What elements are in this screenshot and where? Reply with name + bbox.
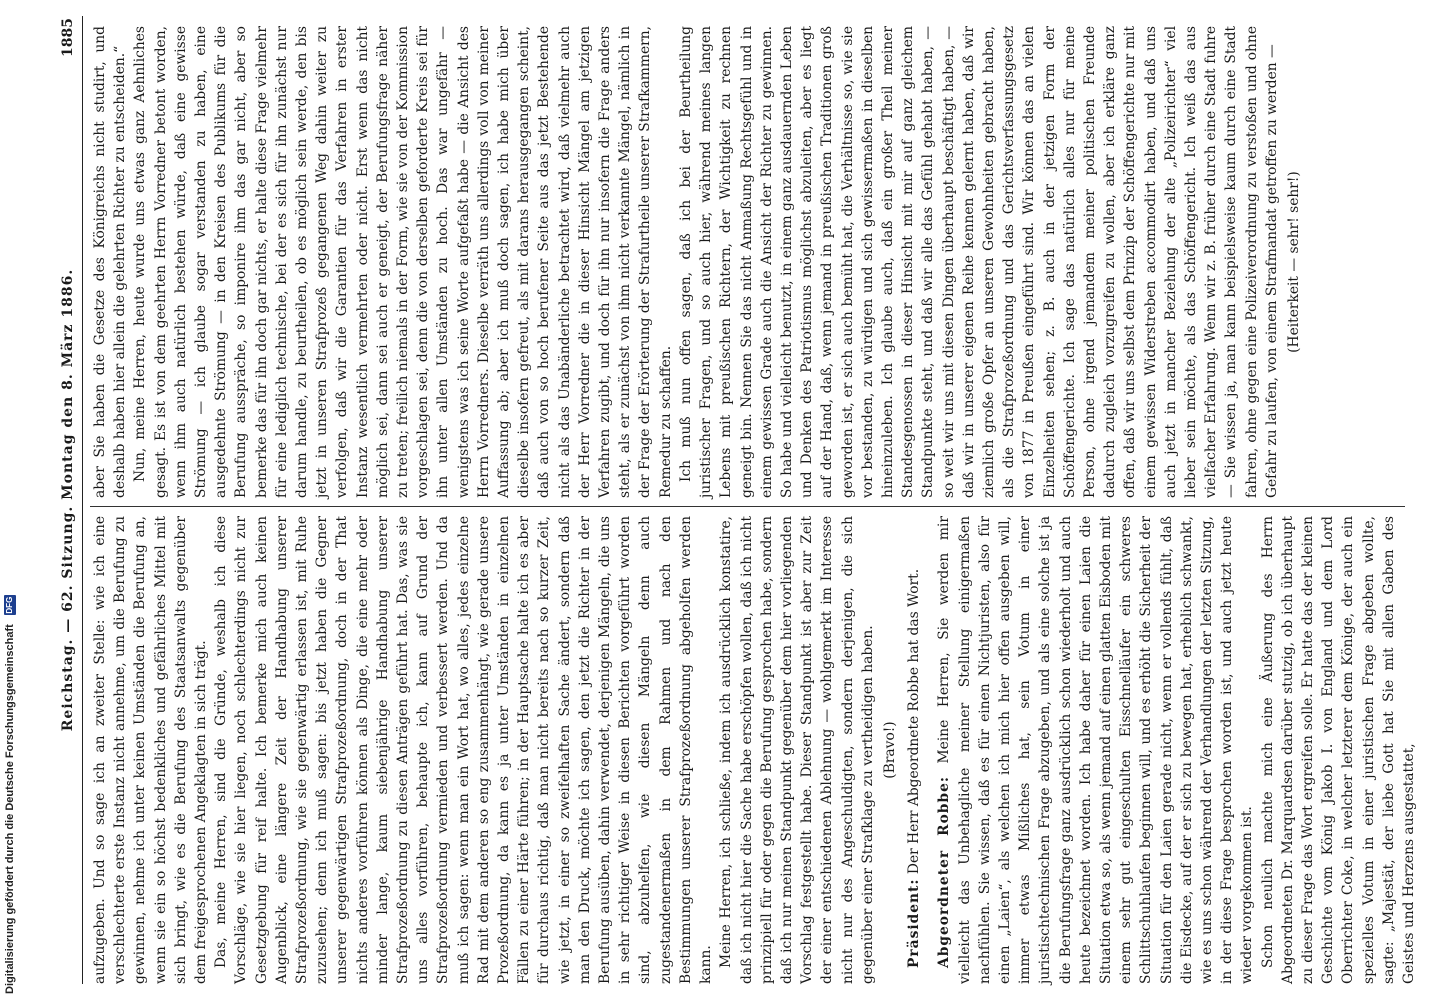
president-statement [904,516,924,984]
right-column [90,26,1405,498]
print-area [60,16,1417,984]
speaker-label: Abgeordneter Robbe: [936,776,953,968]
page-number: 1885 [60,18,76,57]
paragraph: aber Sie haben die Gesetze des Königreichs nicht studirt, und deshalb haben hier allein die gelehrten Richter zu entscheiden.“ [92,26,129,498]
running-head [60,16,82,984]
header-rule [82,16,83,984]
credit-text: Digitalisierung gefördert durch die Deutsche Forschungsgemeinschaft [4,624,16,994]
speech-opening [934,516,1257,984]
president-text: Der Herr Abgeordnete Robbe hat das Wort. [906,568,923,875]
spacer [924,516,934,984]
speaker-label: Präsident: [906,878,923,968]
paragraph: Das, meine Herren, sind die Gründe, weshalb ich diese Vorschläge, wie sie hier liegen, noch schlechterdings nicht zur Gesetzgebung für reif halte. Ich bemerke mich auch keinen Augenblick, eine längere Zeit der Handhabung unserer Strafprozeßordnung, wie sie gegenwärtig erlassen ist, mit Ruhe zuzusehen; denn ich muß sagen: bis jetzt haben die Gegner unserer gegenwärtigen Strafprozeßordnung, doch in der That nichts anderes vorführen können als Dinge, die eine mehr oder minder lange, kaum siebenjährige Handhabung unserer Strafprozeßordnung zu diesen Anträgen geführt hat. Das, was sie uns alles vorführen, behaupte ich, kann auf Grund der Strafprozeßordnung vermieden und verbessert werden. Und da muß ich sagen: wenn man ein Wort hat, wo alles, jedes einzelne Rad mit dem anderen so eng zusammenhängt, wie gerade unsere Prozeßordnung, da kann es ja unter Umständen in einzelnen Fällen zu einer Härte führen; in der Hauptsache halte ich es aber für durchaus richtig, daß man nicht bereits nach so kurzer Zeit, wie jetzt, in einer so zweifelhaften Sache ändert, sondern daß man den Druck, möchte ich sagen, den jetzt die Richter in der Berufung ausüben, dahin verwendet, derjenigen Mängeln, die uns in sehr richtiger Weise in diesen Berichten vorgeführt worden sind, abzuhelfen, wie diesen Mängeln denn auch zugestandenermaßen in dem Rahmen und nach den Bestimmungen unserer Strafprozeßordnung abgeholfen werden kann. [213,516,715,984]
paragraph: Schon neulich machte mich eine Äußerung des Herrn Abgeordneten Dr. Marquardsen darüber stutzig, ob ich überhaupt zu dieser Frage das Wort ergreifen solle. Er hatte das der kleinen Geschichte vom König Jakob I. von England und dem Lord Oberrichter Coke, in welcher letzterer dem Könige, der auch ein spezielles Votum in einer juristischen Frage abgeben wollte, sagte: „Majestät, der liebe Gott hat Sie mit allen Gaben des Geistes und Herzens ausgestattet, [1259,516,1417,984]
page-title: Reichstag. — 62. Sitzung. Montag den 8. März 1886. [60,268,76,732]
paragraph: Meine Herren, ich schließe, indem ich ausdrücklich konstatire, daß ich nicht hier die Sache habe erschöpfen wollen, daß ich nicht prinzipiell für oder gegen die Berufung gesprochen habe, sondern daß ich nur meinen Standpunkt gegenüber dem hier vorliegenden Vorschlag festgestellt habe. Dieser Standpunkt ist aber zur Zeit der einer entschiedenen Ablehnung — wohlgemerkt im Interesse nicht nur des Angeschuldigten, sondern derjenigen, die sich gegenüber einer Strafklage zu vertheidigen haben. [718,516,876,984]
digitization-credit [0,0,16,1000]
applause-note: (Bravo!) [881,721,898,779]
dfg-logo: DFG [5,596,15,614]
column-divider [90,506,1405,507]
left-column [90,516,1417,984]
speech-text: Meine Herren, Sie werden mir vielleicht das Unbehagliche meiner Stellung einigermaßen nachfühlen. Sie wissen, daß es für einen Nichtjuristen, also für einen „Laien“, als welchen ich mich hier offen ausgeben will, immer etwas Mißliches hat, sein Votum in einer juristischtechnischen Frage abzugeben, und als eine solche ist ja die Berufungsfrage ganz ausdrücklich schon wiederholt und auch heute bezeichnet worden. Ich habe daher für einen Laien die Situation etwa so, als wenn jemand auf einen glatten Eisboden mit einem sehr gut eingeschulten Eisschnelläufer ein schweres Schlittschuhlaufen beginnen will, und es erhöht die Sicherheit der Situation für den Laien gerade nicht, wenn er vollends fühlt, daß die Eisdecke, auf der er sich zu bewegen hat, erheblich schwankt, wie es uns schon während der Verhandlungen der letzten Sitzung, in der diese Frage besprochen worden ist, und auch jetzt heute wieder vorgekommen ist. [936,516,1256,984]
paragraph: Ich muß nun offen sagen, daß ich bei der Beurtheilung juristischer Fragen, und so auch hier, während meines langen Lebens mit preußischen Richtern, der Wichtigkeit zu rechnen geneigt bin. Nennen Sie das nicht Anmaßung Rechtsgefühl und in einem gewissen Grade auch die Ansicht der Richter zu gewinnen. So habe und vielleicht benutzt, in einem ganz ausdauernden Leben und Denken des Patriotismus möglichst abzuleiten, aber es liegt auf der Hand, daß, wenn jemand in preußischen Traditionen groß geworden ist, er sich auch bemüht hat, die Verhältnisse so, wie sie vor bestanden, zu würdigen und sich gewissermaßen in dieselben hineinzuleben. Ich glaube auch, daß ein großer Theil meiner Standesgenossen in dieser Hinsicht mit mir auf ganz gleichem Standpunkte steht, und daß wir alle das Gefühl gehabt haben, — so weit wir uns mit diesen Dingen überhaupt beschäftigt haben, — daß wir in unserer eigenen Reihe kennen gelernt haben, daß wir ziemlich große Opfer an unseren Gewohnheiten gebracht haben, als die Strafprozeßordnung und das Gerichtsverfassungsgesetz von 1877 in Preußen eingeführt sind. Wir können das an vielen Einzelheiten sehen; z. B. auch in der jetzigen Form der Schöffengerichte. Ich sage das natürlich alles nur für meine Person, ohne irgend jemandem meiner politischen Freunde dadurch zugleich vorzugreifen zu wollen, aber ich erkläre ganz offen, daß wir uns selbst dem Prinzip der Schöffengerichte nur mit einem gewissen Widerstreben accommodirt haben, und daß uns auch jetzt in mancher Beziehung der alte „Polizeirichter“ viel lieber sein möchte, als das Schöffengericht. Ich weiß das aus vielfacher Erfahrung. Wenn wir z. B. früher durch eine Stadt fuhre — Sie wissen ja, man kann beispielsweise kaum durch eine Stadt fahren, ohne gegen eine Polizeiverordnung zu verstoßen und ohne Gefahr zu laufen, von einem Strafmandat getroffen zu werden — [677,26,1280,498]
applause-note: (Heiterkeit — sehr! sehr!) [1285,171,1302,353]
paragraph: aufzugeben. Und so sage ich an zweiter Stelle: wie ich eine verschlechterte erste Instanz nicht annehme, um die Berufung zu gewinnen, nehme ich unter keinen Umständen die Berufung an, wenn sie ein so höchst bedenkliches und gefährliches Mittel mit sich bringt, wie es die Berufung des Staatsanwalts gegenüber dem freigesprochenen Angeklagten in sich trägt. [92,516,210,984]
paragraph: Nun, meine Herren, heute wurde uns etwas ganz Aehnliches gesagt. Es ist von dem geehrten Herrn Vorredner betont worden, wenn ihm auch natürlich bestehen würde, daß eine gewisse Strömung — ich glaube sogar verstanden zu haben, eine ausgedehnte Strömung — in den Kreisen des Publikums für die Berufung ausspräche, so imponire ihm das gar nicht, aber so bemerke das für ihn doch gar nichts, er halte diese Frage vielmehr für eine lediglich technische, bei der es sich für ihn zunächst nur darum handle, zu beurtheilen, ob es möglich sein werde, den bis jetzt in unseren Strafprozeß gegangenen Weg dahin weiter zu verfolgen, daß wir die Garantien für das Verfahren in erster Instanz wesentlich vermehrten oder nicht. Erst wenn das nicht möglich sei, dann sei auch er geneigt, der Berufungsfrage näher zu treten; freilich niemals in der Form, wie sie von der Kommission vorgeschlagen sei, denn die von derselben geforderte Kreis sei für ihn unter allen Umständen zu hoch. Das war ungefähr — wenigstens was ich seine Worte aufgefaßt habe — die Ansicht des Herrn Vorredners. Dieselbe verräth uns allerdings voll von meiner Auffassung ab; aber ich muß doch sagen, ich habe mich über dieselbe insofern gefreut, als mit darans herausgegangen scheint, daß auch von so hoch berufener Seite aus das jetzt Bestehende nicht als das Unabänderliche betrachtet wird, daß vielmehr auch der Herr Vorredner die in dieser Hinsicht Mängel am jetzigen Verfahren zugibt, und doch für ihn nur insofern die Frage anders steht, als er zunächst von ihm nicht verkannte Mängel, nämlich in der Frage der Erörterung der Strafurtheile unserer Strafkammern, Remedur zu schaffen. [132,26,674,498]
